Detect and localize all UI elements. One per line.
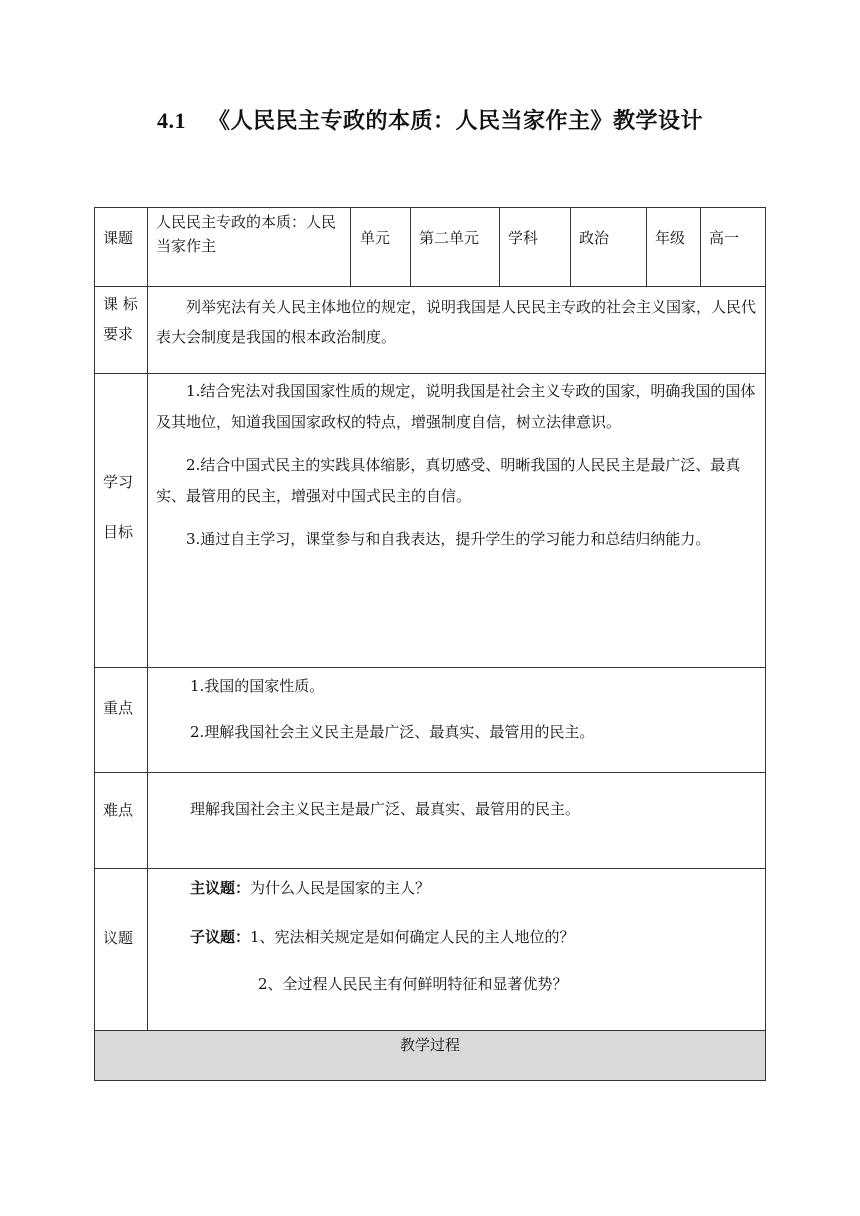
subject-value: 政治 [579,229,610,247]
main-issue [190,876,430,900]
objectives-label-line2: 目标 [103,523,134,541]
process-header: 教学过程 [399,1036,460,1054]
col-divider [646,207,647,287]
col-divider [570,207,571,287]
difficulty-label: 难点 [103,801,134,819]
row-divider [94,667,766,668]
key-point-item: 1.我国的国家性质。 [190,677,325,695]
row-divider [94,373,766,374]
grade-label: 年级 [655,229,686,247]
main-issue-label: 主议题： [190,879,251,897]
subject-label: 学科 [508,229,539,247]
difficulty-text: 理解我国社会主义民主是最广泛、最真实、最管用的民主。 [190,800,581,818]
col-divider [499,207,500,287]
sub-issue-1: 1、宪法相关规定是如何确定人民的主人地位的？ [250,928,575,946]
key-points-label: 重点 [103,699,134,717]
table-border-bottom [94,1080,766,1081]
main-issue-text: 为什么人民是国家的主人？ [250,879,431,897]
standard-label [103,292,143,346]
table-border-right [765,207,766,1081]
sub-issue [190,925,575,949]
title-number: 4.1 [156,108,186,133]
issues-label: 议题 [103,929,134,947]
row-divider [94,772,766,773]
topic-label: 课题 [103,229,134,247]
row-divider [94,286,766,287]
table-border-top [94,207,766,208]
grade-value: 高一 [709,229,740,247]
label-column-divider [147,207,148,1031]
unit-value: 第二单元 [419,229,480,247]
standard-label-line1: 课 标 [103,295,138,313]
key-point-item: 2.理解我国社会主义民主是最广泛、最真实、最管用的民主。 [190,723,595,741]
sub-issue-2: 2、全过程人民民主有何鲜明特征和显著优势？ [258,975,568,993]
row-divider [94,868,766,869]
unit-label: 单元 [360,229,391,247]
objective-item: 3.通过自主学习，课堂参与和自我表达，提升学生的学习能力和总结归纳能力。 [186,530,711,548]
sub-issue-label: 子议题： [190,928,251,946]
objectives-list [156,376,761,555]
objectives-label-line1: 学习 [103,473,134,491]
objective-item: 2.结合中国式民主的实践具体缩影，真切感受、明晰我国的人民民主是最广泛、最真实、最管用的民主，增强对中国式民主的自信。 [156,456,741,505]
col-divider [350,207,351,287]
page-title [0,104,860,135]
col-divider [410,207,411,287]
objective-item: 1.结合宪法对我国国家性质的规定，说明我国是社会主义专政的国家，明确我国的国体及其地位，知道我国国家政权的特点，增强制度自信，树立法律意识。 [156,382,756,431]
col-divider [700,207,701,287]
topic-value: 人民民主专政的本质：人民当家作主 [156,213,337,255]
title-text: 《人民民主专政的本质：人民当家作主》教学设计 [207,108,703,134]
standard-text-cell [156,292,759,352]
standard-text: 列举宪法有关人民主体地位的规定，说明我国是人民民主专政的社会主义国家，人民代表大会制度是我国的根本政治制度。 [156,298,757,346]
standard-label-line2: 要求 [103,325,134,343]
table-border-left [94,207,95,1081]
